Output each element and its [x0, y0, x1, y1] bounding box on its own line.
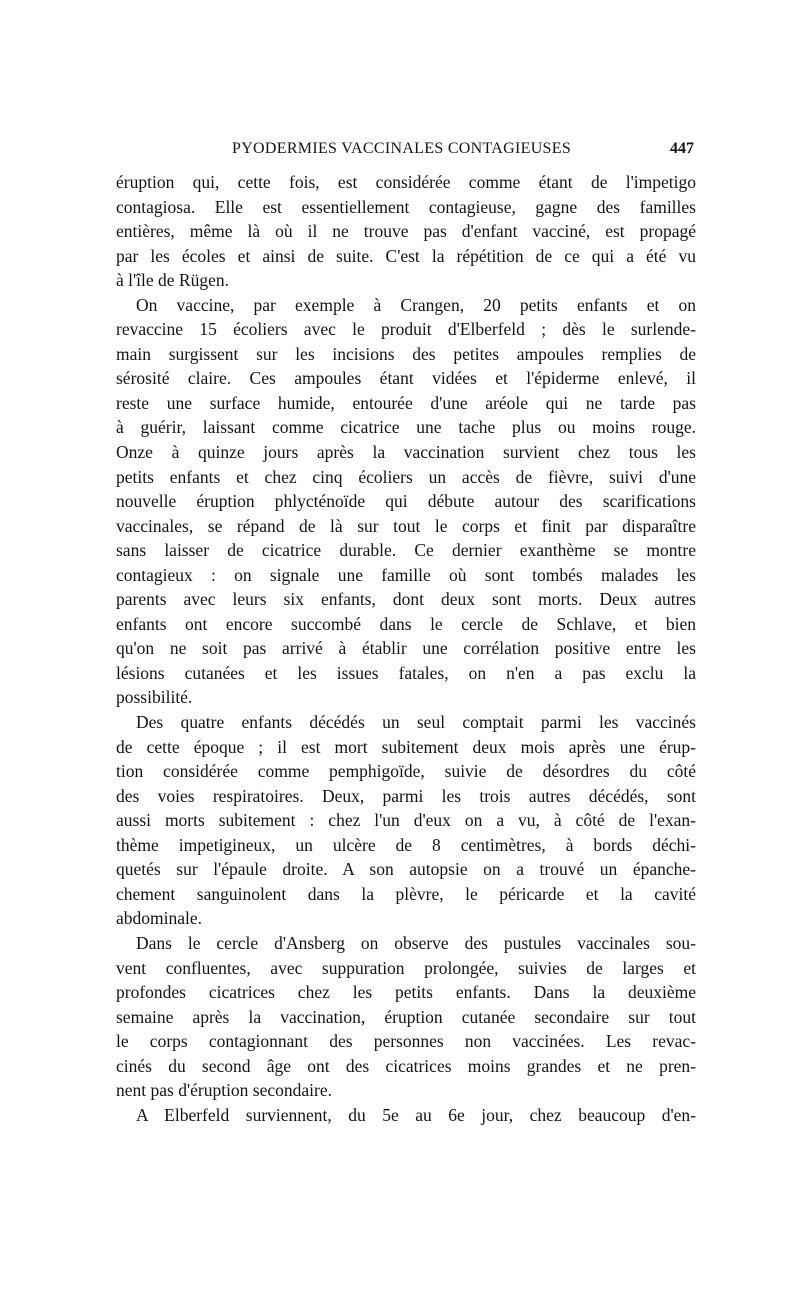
text-line: thème impetigineux, un ulcère de 8 centimètres, à bords déchi-	[116, 834, 696, 855]
running-title: PYODERMIES VACCINALES CONTAGIEUSES	[232, 140, 572, 157]
text-line: tion considérée comme pemphigoïde, suivie de désordres du côté	[116, 761, 696, 782]
text-line: Des quatre enfants décédés un seul comptait parmi les vaccinés	[136, 712, 696, 733]
text-line: sérosité claire. Ces ampoules étant vidées et l'épiderme enlevé, il	[116, 368, 696, 389]
text-line: On vaccine, par exemple à Crangen, 20 petits enfants et on	[136, 294, 696, 315]
text-line: enfants ont encore succombé dans le cercle de Schlave, et bien	[116, 613, 696, 634]
text-line: de cette époque ; il est mort subitement deux mois après une érup-	[116, 736, 696, 757]
text-line: nouvelle éruption phlycténoïde qui débute autour des scarifications	[116, 491, 696, 512]
text-line: entières, même là où il ne trouve pas d'enfant vacciné, est propagé	[116, 221, 696, 242]
text-line: Onze à quinze jours après la vaccination survient chez tous les	[116, 442, 696, 463]
text-line: abdominale.	[116, 908, 203, 929]
text-line: qu'on ne soit pas arrivé à établir une corrélation positive entre les	[116, 638, 696, 659]
text-line: main surgissent sur les incisions des petites ampoules remplies de	[116, 343, 696, 364]
text-line: reste une surface humide, entourée d'une aréole qui ne tarde pas	[116, 392, 696, 413]
text-line: quetés sur l'épaule droite. A son autopsie on a trouvé un épanche-	[116, 859, 696, 880]
text-line: parents avec leurs six enfants, dont deux sont morts. Deux autres	[116, 589, 696, 610]
text-line: contagieux : on signale une famille où sont tombés malades les	[116, 564, 696, 585]
text-line: possibilité.	[116, 687, 193, 708]
text-line: vent confluentes, avec suppuration prolongée, suivies de larges et	[116, 957, 696, 978]
text-line: le corps contagionnant des personnes non vaccinées. Les revac-	[116, 1031, 696, 1052]
text-line: des voies respiratoires. Deux, parmi les trois autres décédés, sont	[116, 785, 696, 806]
text-line: chement sanguinolent dans la plèvre, le péricarde et la cavité	[116, 883, 696, 904]
text-line: à guérir, laissant comme cicatrice une tache plus ou moins rouge.	[116, 417, 696, 438]
text-line: vaccinales, se répand de là sur tout le corps et finit par disparaître	[116, 515, 696, 536]
body-text	[116, 170, 696, 1127]
running-head	[0, 140, 696, 164]
text-line: A Elberfeld surviennent, du 5e au 6e jour, chez beaucoup d'en-	[136, 1104, 696, 1125]
page-number: 447	[670, 140, 694, 157]
text-line: sans laisser de cicatrice durable. Ce dernier exanthème se montre	[116, 540, 696, 561]
text-line: aussi morts subitement : chez l'un d'eux on a vu, à côté de l'exan-	[116, 810, 696, 831]
text-line: cinés du second âge ont des cicatrices moins grandes et ne pren-	[116, 1055, 696, 1076]
text-line: revaccine 15 écoliers avec le produit d'Elberfeld ; dès le surlende-	[116, 319, 696, 340]
text-line: petits enfants et chez cinq écoliers un accès de fièvre, suivi d'une	[116, 466, 696, 487]
text-line: nent pas d'éruption secondaire.	[116, 1080, 332, 1101]
text-line: contagiosa. Elle est essentiellement contagieuse, gagne des familles	[116, 196, 696, 217]
text-line: lésions cutanées et les issues fatales, on n'en a pas exclu la	[116, 662, 696, 683]
text-line: Dans le cercle d'Ansberg on observe des pustules vaccinales sou-	[136, 932, 696, 953]
text-line: semaine après la vaccination, éruption cutanée secondaire sur tout	[116, 1006, 696, 1027]
text-line: par les écoles et ainsi de suite. C'est la répétition de ce qui a été vu	[116, 245, 696, 266]
text-line: éruption qui, cette fois, est considérée comme étant de l'impetigo	[116, 172, 696, 192]
text-line: profondes cicatrices chez les petits enfants. Dans la deuxième	[116, 982, 696, 1003]
text-line: à l'île de Rügen.	[116, 270, 229, 291]
